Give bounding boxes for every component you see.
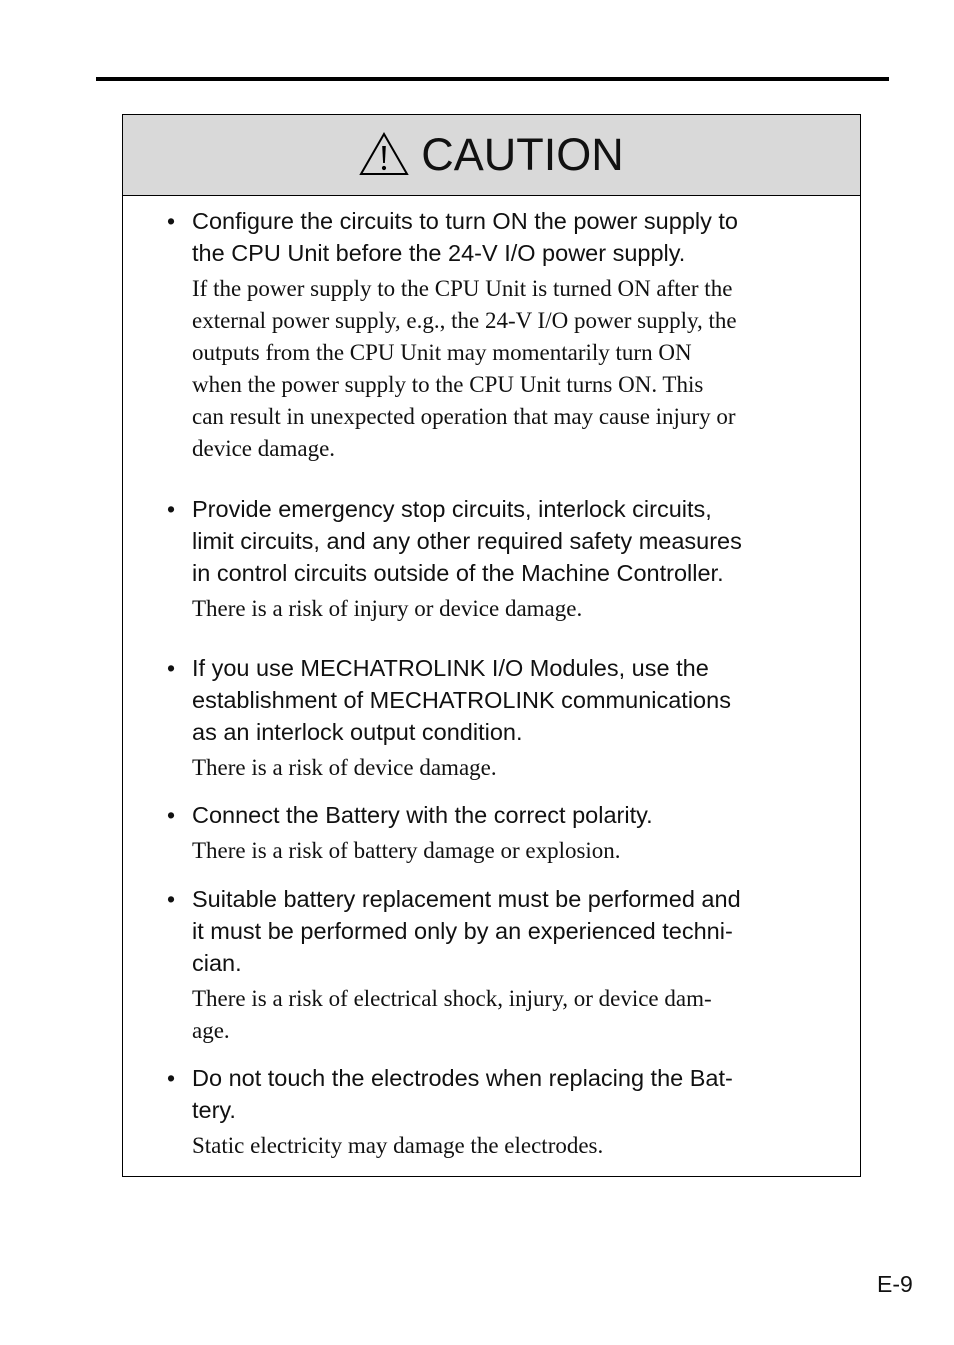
heading-line: Configure the circuits to turn ON the power supply to	[192, 208, 738, 234]
bullet: •	[167, 496, 176, 522]
caution-item	[167, 1062, 807, 1162]
heading-line: establishment of MECHATROLINK communications	[192, 687, 731, 713]
heading-line: Connect the Battery with the correct polarity.	[192, 802, 653, 828]
detail-line: device damage.	[192, 436, 336, 461]
item-heading	[192, 1062, 807, 1126]
page-number: E-9	[877, 1271, 913, 1297]
detail-line: external power supply, e.g., the 24-V I/O power supply, the	[192, 308, 737, 333]
heading-line: cian.	[192, 950, 242, 976]
heading-line: in control circuits outside of the Machine Controller.	[192, 560, 724, 586]
bullet: •	[167, 802, 176, 828]
heading-line: Do not touch the electrodes when replacing the Bat-	[192, 1065, 733, 1091]
caution-title: CAUTION	[421, 129, 624, 180]
detail-line: There is a risk of device damage.	[192, 755, 497, 780]
caution-item	[167, 883, 807, 1047]
bullet: •	[167, 886, 176, 912]
item-detail	[192, 835, 807, 867]
detail-line: Static electricity may damage the electrodes.	[192, 1133, 604, 1158]
heading-line: it must be performed only by an experienced techni-	[192, 918, 733, 944]
item-heading	[192, 883, 807, 979]
item-heading	[192, 205, 807, 269]
heading-line: limit circuits, and any other required safety measures	[192, 528, 742, 554]
heading-line: the CPU Unit before the 24-V I/O power supply.	[192, 240, 686, 266]
heading-line: tery.	[192, 1097, 236, 1123]
item-heading	[192, 652, 807, 748]
detail-line: when the power supply to the CPU Unit turns ON. This	[192, 372, 704, 397]
caution-item	[167, 205, 807, 465]
detail-line: There is a risk of battery damage or explosion.	[192, 838, 621, 863]
caution-item	[167, 493, 807, 625]
caution-box	[122, 114, 861, 1177]
heading-line: as an interlock output condition.	[192, 719, 523, 745]
warning-triangle-icon	[359, 132, 409, 176]
detail-line: can result in unexpected operation that may cause injury or	[192, 404, 736, 429]
detail-line: age.	[192, 1018, 230, 1043]
heading-line: Provide emergency stop circuits, interlock circuits,	[192, 496, 712, 522]
item-detail	[192, 273, 807, 465]
item-detail	[192, 983, 807, 1047]
detail-line: If the power supply to the CPU Unit is turned ON after the	[192, 276, 733, 301]
top-rule	[96, 77, 889, 81]
item-detail	[192, 752, 807, 784]
detail-line: There is a risk of injury or device damage.	[192, 596, 583, 621]
caution-item	[167, 652, 807, 784]
item-heading	[192, 799, 807, 831]
caution-item	[167, 799, 807, 867]
detail-line: There is a risk of electrical shock, injury, or device dam-	[192, 986, 712, 1011]
item-detail	[192, 1130, 807, 1162]
bullet: •	[167, 208, 176, 234]
caution-header	[123, 115, 860, 196]
heading-line: If you use MECHATROLINK I/O Modules, use the	[192, 655, 709, 681]
bullet: •	[167, 1065, 176, 1091]
bullet: •	[167, 655, 176, 681]
item-detail	[192, 593, 807, 625]
detail-line: outputs from the CPU Unit may momentarily turn ON	[192, 340, 692, 365]
item-heading	[192, 493, 807, 589]
heading-line: Suitable battery replacement must be performed and	[192, 886, 741, 912]
